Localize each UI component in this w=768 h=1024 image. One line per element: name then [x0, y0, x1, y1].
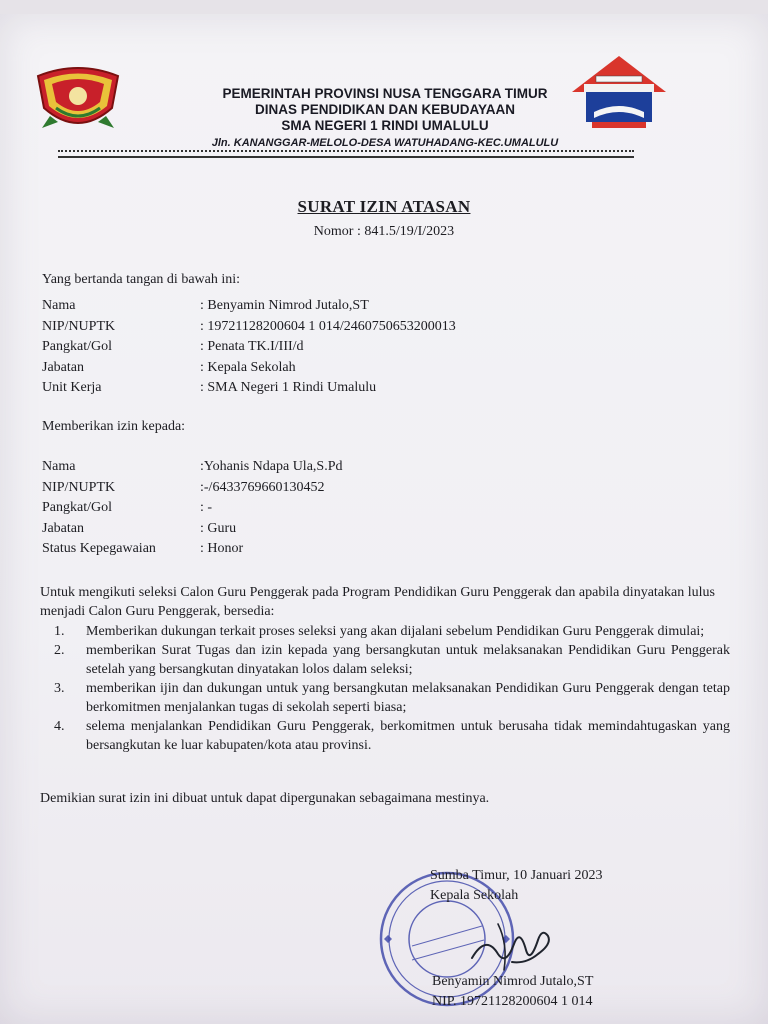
- list-number: 2.: [54, 643, 65, 658]
- list-item: [40, 717, 730, 755]
- signer-fields: [42, 296, 456, 399]
- field-label: Nama: [42, 459, 76, 474]
- place-date: Sumba Timur, 10 Januari 2023: [430, 868, 603, 883]
- field-row: [42, 296, 456, 317]
- field-row: [42, 498, 342, 519]
- field-value: :-/6433769660130452: [200, 479, 325, 495]
- field-row: [42, 378, 456, 399]
- letterhead-line1: PEMERINTAH PROVINSI NUSA TENGGARA TIMUR: [222, 86, 548, 101]
- field-row: [42, 539, 342, 560]
- field-label: Pangkat/Gol: [42, 339, 112, 354]
- provincial-emblem-logo: [32, 58, 124, 136]
- field-value: : -: [200, 500, 213, 515]
- grant-intro-text: Memberikan izin kepada:: [42, 419, 186, 434]
- field-value: : 19721128200604 1 014/2460750653200013: [200, 318, 456, 334]
- signer-nip: NIP. 19721128200604 1 014: [432, 994, 593, 1009]
- field-value: : Honor: [200, 541, 244, 556]
- field-label: Pangkat/Gol: [42, 500, 112, 515]
- field-label: Jabatan: [42, 359, 84, 375]
- field-label: Status Kepegawaian: [42, 541, 156, 556]
- intro-text: Yang bertanda tangan di bawah ini:: [42, 272, 241, 287]
- list-text: selema menjalankan Pendidikan Guru Penggerak, berkomitmen untuk berusaha tidak memindahtugaskan yang bersangkutan ke luar kabupaten/kota atau provinsi.: [86, 719, 730, 753]
- signer-position: Kepala Sekolah: [430, 888, 519, 903]
- field-row: [42, 457, 342, 478]
- letterhead: [150, 86, 620, 151]
- field-row: [42, 519, 342, 540]
- field-value: : SMA Negeri 1 Rindi Umalulu: [200, 380, 377, 395]
- field-label: NIP/NUPTK: [42, 479, 116, 495]
- field-row: [42, 478, 342, 499]
- field-value: : Penata TK.I/III/d: [200, 339, 304, 354]
- field-label: NIP/NUPTK: [42, 318, 116, 334]
- letterhead-divider-dotted: [58, 150, 634, 152]
- list-text: memberikan ijin dan dukungan untuk yang bersangkutan melaksanakan Pendidikan Guru Penggerak dengan tetap berkomitmen menjalankan tugas di sekolah seperti biasa;: [86, 681, 730, 715]
- list-text: memberikan Surat Tugas dan izin kepada yang bersangkutan untuk melaksanakan Pendidikan Guru Penggerak setelah yang bersangkutan dinyatakan lolos dalam seleksi;: [86, 643, 730, 677]
- field-value: : Kepala Sekolah: [200, 359, 296, 375]
- tut-wuri-handayani-logo: [566, 54, 672, 134]
- list-number: 4.: [54, 719, 65, 734]
- letterhead-address: Jln. KANANGGAR-MELOLO-DESA WATUHADANG-KEC.UMALULU: [211, 137, 559, 149]
- signer-name: Benyamin Nimrod Jutalo,ST: [432, 974, 594, 989]
- field-row: [42, 358, 456, 379]
- field-row: [42, 317, 456, 338]
- field-row: [42, 337, 456, 358]
- grantee-fields: [42, 457, 342, 560]
- letterhead-line2: DINAS PENDIDIKAN DAN KEBUDAYAAN: [254, 102, 516, 117]
- field-label: Nama: [42, 298, 76, 313]
- handwritten-signature: [468, 914, 558, 974]
- field-value: :Yohanis Ndapa Ula,S.Pd: [200, 459, 343, 474]
- list-number: 1.: [54, 624, 65, 639]
- letterhead-line3: SMA NEGERI 1 RINDI UMALULU: [281, 118, 489, 133]
- list-item: [40, 622, 730, 641]
- letter-number: Nomor : 841.5/19/I/2023: [313, 224, 455, 239]
- letter-title: SURAT IZIN ATASAN: [297, 197, 471, 216]
- field-value: : Benyamin Nimrod Jutalo,ST: [200, 298, 369, 313]
- list-item: [40, 641, 730, 679]
- letter-sheet: [0, 14, 768, 1024]
- field-label: Unit Kerja: [42, 380, 102, 395]
- signer-identity: [432, 972, 593, 1012]
- field-value: : Guru: [200, 520, 237, 536]
- signature-block: [430, 866, 603, 906]
- commitment-list: [40, 622, 730, 755]
- list-item: [40, 679, 730, 717]
- letterhead-divider-solid: [58, 156, 634, 158]
- closing-sentence: Demikian surat izin ini dibuat untuk dapat dipergunakan sebagaimana mestinya.: [40, 791, 490, 806]
- list-number: 3.: [54, 681, 65, 696]
- field-label: Jabatan: [42, 520, 84, 536]
- body-paragraph: Untuk mengikuti seleksi Calon Guru Penggerak pada Program Pendidikan Guru Penggerak dan apabila dinyatakan lulus menjadi Calon Guru Penggerak, bersedia:: [40, 585, 715, 619]
- list-text: Memberikan dukungan terkait proses seleksi yang akan dijalani sebelum Pendidikan Guru Penggerak dimulai;: [86, 624, 705, 639]
